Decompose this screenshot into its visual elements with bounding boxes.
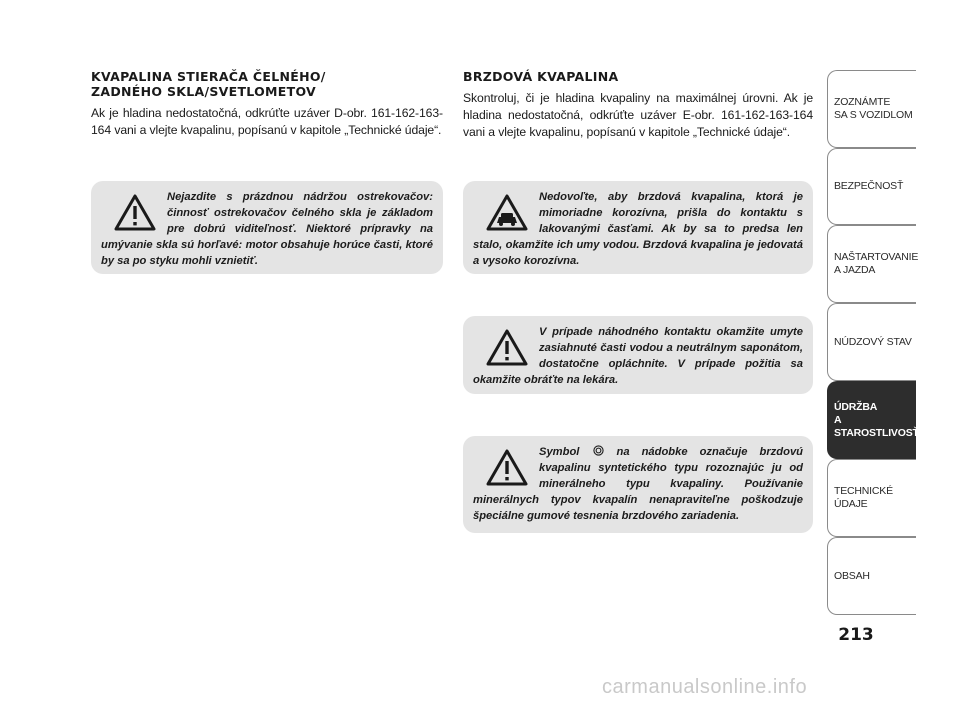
left-column bbox=[91, 69, 443, 139]
tab-nastartovanie[interactable] bbox=[827, 225, 919, 303]
tab-label: OBSAH bbox=[834, 569, 870, 582]
tab-bezpecnost[interactable] bbox=[827, 148, 916, 225]
tab-label: ZOZNÁMTE SA S VOZIDLOM bbox=[834, 96, 913, 121]
brake-fluid-text: Skontroluj, či je hladina kvapaliny na maximálnej úrovni. Ak je hladina nedostatočná, odkrúťte uzáver E-obr. 161-162-163-164 vani a vlejte kvapalinu, popísanú v kapitole „Technické údaje“. bbox=[463, 91, 813, 139]
tab-nudzovy-stav[interactable] bbox=[827, 303, 916, 381]
tab-label: BEZPEČNOSŤ bbox=[834, 180, 904, 192]
car-warning-icon bbox=[485, 193, 529, 233]
page-number: 213 bbox=[838, 625, 874, 645]
tab-obsah[interactable] bbox=[827, 537, 916, 615]
tab-label: ÚDRŽBA A STAROSTLIVOSŤ bbox=[834, 400, 919, 439]
tab-technicke-udaje[interactable] bbox=[827, 459, 916, 537]
brake-fluid-warning-3-lead: Symbol bbox=[539, 446, 580, 458]
brake-fluid-warning-2 bbox=[463, 316, 813, 394]
brake-fluid-warning-1-text: Nedovoľte, aby brzdová kvapalina, ktorá je mimoriadne korozívna, prišla do kontaktu s lakovanými časťami. Ak by sa to predsa len stalo, okamžite ich umy vodou. Brzdová kvapalina je jedovatá a vysoko korozívna. bbox=[473, 191, 803, 267]
tab-label: NAŠTARTOVANIE A JAZDA bbox=[834, 251, 919, 276]
washer-fluid-warning bbox=[91, 181, 443, 274]
brake-fluid-symbol-icon bbox=[593, 445, 604, 456]
brake-fluid-warning-2-text: V prípade náhodného kontaktu okamžite umyte zasiahnuté časti vodou a neutrálnym saponátom, dostatočne opláchnite. V prípade požitia sa okamžite obráťte na lekára. bbox=[473, 326, 803, 386]
washer-fluid-text: Ak je hladina nedostatočná, odkrúťte uzáver D-obr. 161-162-163-164 vani a vlejte kvapalinu, popísanú v kapitole „Technické údaje“. bbox=[91, 106, 443, 137]
warning-triangle-icon bbox=[485, 328, 529, 368]
warning-triangle-icon bbox=[113, 193, 157, 233]
washer-fluid-warning-text: Nejazdite s prázdnou nádržou ostrekovačov: činnosť ostrekovačov čelného skla je základom pre dobrú viditeľnosť. Niektoré prípravky na umývanie skla sú horľavé: motor obsahuje horúce časti, ktoré by sa po styku mohli vznietiť. bbox=[101, 191, 433, 267]
right-column bbox=[463, 69, 813, 141]
tab-zoznamte-sa[interactable] bbox=[827, 70, 916, 148]
washer-fluid-heading: KVAPALINA STIERAČA ČELNÉHO/ ZADNÉHO SKLA/SVETLOMETOV bbox=[91, 69, 326, 99]
tab-label: NÚDZOVÝ STAV bbox=[834, 335, 912, 348]
watermark: carmanualsonline.info bbox=[602, 676, 808, 698]
brake-fluid-warning-3-text: na nádobke označuje brzdovú kvapalinu syntetického typu rozoznajúc ju od minerálneho typu kvapaliny. Používanie minerálnych typov kvapalín nenapraviteľne poškodzuje špeciálne gumové tesnenia brzdového zariadenia. bbox=[473, 446, 803, 522]
brake-fluid-warning-3 bbox=[463, 436, 813, 533]
warning-triangle-icon bbox=[485, 448, 529, 488]
tab-label: TECHNICKÉ ÚDAJE bbox=[834, 485, 893, 510]
tab-udrzba[interactable] bbox=[827, 381, 919, 459]
brake-fluid-warning-1 bbox=[463, 181, 813, 274]
brake-fluid-heading: BRZDOVÁ KVAPALINA bbox=[463, 69, 619, 84]
